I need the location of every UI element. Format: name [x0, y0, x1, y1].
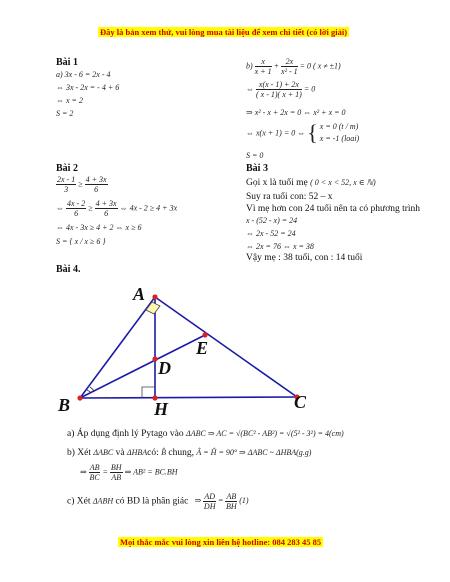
bai3-line5: ⇔ 2x - 52 = 24	[246, 229, 296, 238]
bai1-title: Bài 1	[56, 57, 78, 68]
bai3-line7: Vậy mẹ : 38 tuổi, con : 14 tuổi	[246, 253, 363, 263]
label-h: H	[154, 399, 169, 419]
bai1-a-line3: ⇔ x = 2	[56, 96, 83, 105]
bai3-line4: x - (52 - x) = 24	[246, 216, 298, 225]
segment-ab	[80, 297, 155, 398]
angle-mark-b1	[87, 390, 91, 393]
label-b: B	[58, 395, 71, 415]
point-d	[152, 356, 157, 361]
bai1-a-line4: S = 2	[56, 109, 74, 118]
label-c: C	[294, 392, 307, 412]
bai3-line6: ⇔ 2x = 76 ⇔ x = 38	[246, 242, 314, 251]
bai3-title: Bài 3	[246, 163, 268, 174]
point-a	[152, 294, 157, 299]
bai2-line3: ⇔ 4x - 3x ≥ 4 + 2 ⇔ x ≥ 6	[56, 223, 142, 232]
footer-banner: Mọi thắc mắc vui lòng xin liên hệ hotline: 084 283 45 85	[120, 537, 322, 547]
bai1-b-line4: ⇔ x(x + 1) = 0 ⇔ { x = 0 (t / m) x = -1 (loai)	[246, 120, 360, 145]
point-b	[77, 395, 82, 400]
bai1-b-line1: b) $\frac{x}{x + 1}$ + $\frac{2x}{\text{x² - 1}}$ = 0 ( x ≠ ±1)	[246, 57, 341, 76]
bai1-b-line2: ⇔ $\frac{x(x - 1) + 2x}{( x - 1)( x + 1)}$ = 0	[246, 80, 316, 99]
bai2-line2: ⇔ $\frac{4x - 2}{6}$ ≥ $\frac{4 + 3x}{6}$ ⇔ 4x - 2 ≥ 4 + 3x	[56, 199, 178, 218]
segment-ac	[155, 297, 297, 397]
label-a: A	[133, 284, 146, 304]
angle-mark-b2	[90, 387, 94, 391]
header-banner: Đây là bản xem thử, vui lòng mua tài liệu để xem chi tiết (có lời giải)	[100, 27, 348, 37]
bai1-b-line5: S = 0	[246, 151, 264, 160]
bai4-b-line2: ⇒ $\frac{AB}{BC}$ = $\frac{BH}{AB}$ ⇒ AB² = BC.BH	[80, 463, 178, 482]
bai1-b-line3: ⇒ x² - x + 2x = 0 ⇔ x² + x = 0	[246, 108, 346, 117]
bai3-line1: Gọi x là tuổi mẹ ( 0 < x < 52, x ∈ ℕ)	[246, 178, 376, 188]
bai4-c-line: c) Xét ΔABH có BD là phân giác ⇒ $\frac{AD}{DH}$ = $\frac{AB}{BH}$ (1)	[67, 492, 249, 511]
label-d: D	[158, 358, 171, 378]
right-angle-mark-a	[146, 302, 160, 314]
segment-be	[80, 335, 205, 398]
bai2-title: Bài 2	[56, 163, 78, 174]
point-e	[202, 332, 207, 337]
label-e: E	[196, 338, 209, 358]
bai1-a-line1: a) 3x - 6 = 2x - 4	[56, 70, 111, 79]
segment-bc	[80, 397, 297, 398]
bai4-a-line: a) Áp dụng định lý Pytago vào ΔABC ⇒ AC = √(BC² - AB²) = √(5² - 3²) = 4(cm)	[67, 429, 344, 439]
bai2-line4: S = { x / x ≥ 6 }	[56, 237, 106, 246]
bai3-line3: Vì mẹ hơn con 24 tuổi nên ta có phương trình	[246, 204, 421, 214]
bai4-title: Bài 4.	[56, 264, 81, 275]
bai1-a-line2: ⇔ 3x - 2x = - 4 + 6	[56, 83, 120, 92]
bai3-line2: Suy ra tuổi con: 52 – x	[246, 192, 333, 202]
bai2-line1: $\frac{2x - 1}{3}$ ≥ $\frac{4 + 3x}{6}$	[57, 175, 107, 194]
bai4-b-line: b) Xét ΔABC và ΔHBAcó: B̂ chung, Â = Ĥ = 90° ⇒ ΔABC ~ ΔHBA(g.g)	[67, 448, 312, 458]
